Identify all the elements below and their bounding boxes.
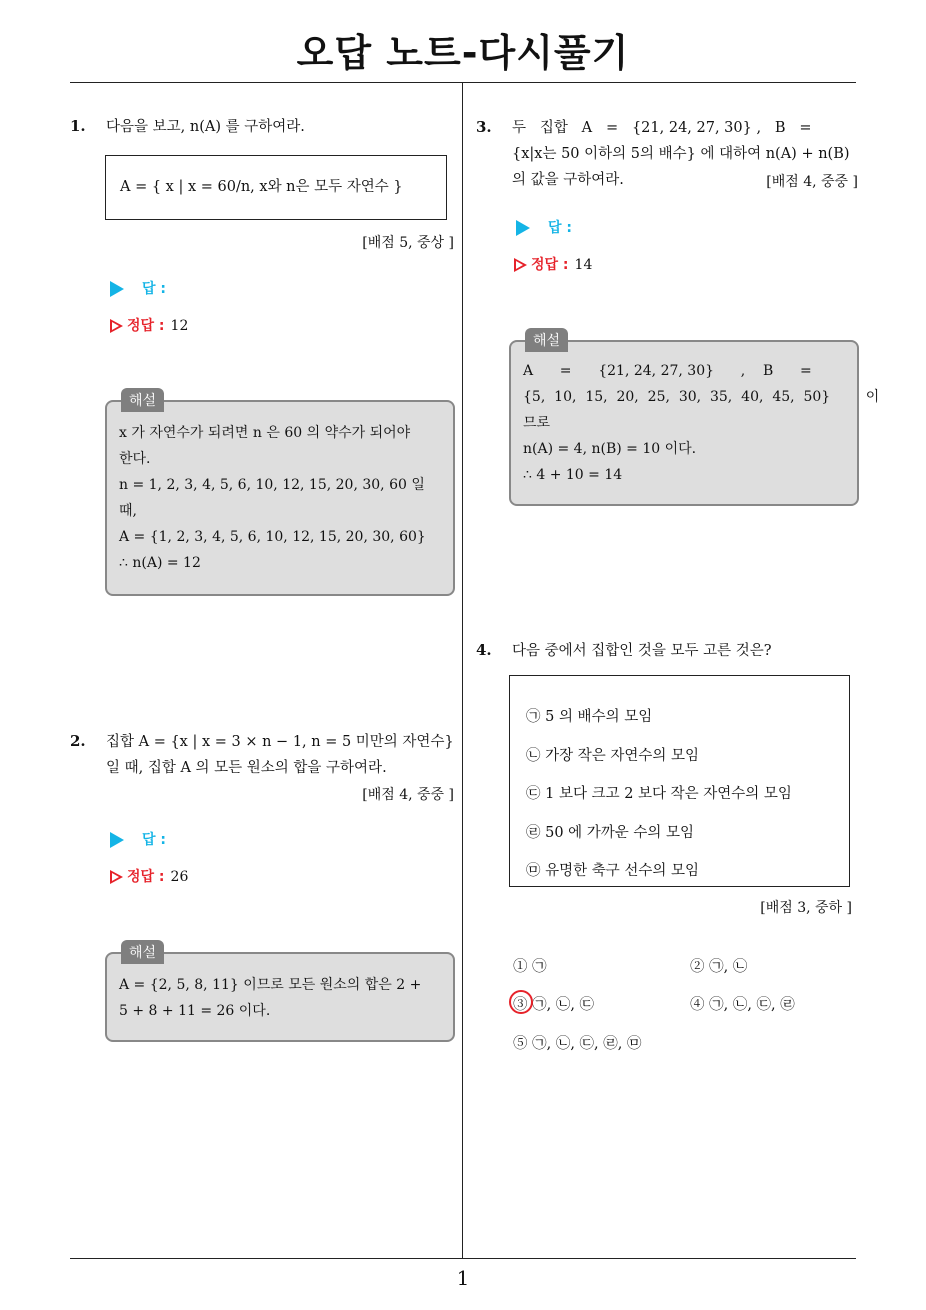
q2-sol-line: A = {2, 5, 8, 11} 이므로 모든 원소의 합은 2 + <box>119 977 422 993</box>
q1-correct-label: 정답 : <box>127 318 165 334</box>
q1-sol-line: 때, <box>119 503 137 519</box>
q1-set-definition: A = { x | x = 60/n, x와 n은 모두 자연수 } <box>120 179 403 195</box>
q1-score: [배점 5, 중상 ] <box>362 235 454 251</box>
q2-text <box>106 729 454 781</box>
q4-items-box <box>509 675 850 887</box>
play-triangle-icon <box>110 832 124 848</box>
q1-solution-tag: 해설 <box>121 388 164 412</box>
outline-triangle-icon <box>110 319 123 333</box>
choice-2[interactable]: ② ㉠, ㉡ <box>690 959 748 975</box>
choice-5[interactable]: ⑤ ㉠, ㉡, ㉢, ㉣, ㉤ <box>513 1036 642 1052</box>
q1-set-box <box>105 155 447 220</box>
q3-sol-line: n(A) = 4, n(B) = 10 이다. <box>523 441 697 457</box>
choice-3[interactable]: ③ ㉠, ㉡, ㉢ <box>513 997 595 1013</box>
q2-correct-label: 정답 : <box>127 869 165 885</box>
q2-score: [배점 4, 중중 ] <box>362 787 454 803</box>
q4-item: ㉣ 50 에 가까운 수의 모임 <box>526 824 695 841</box>
q1-correct-row <box>110 315 188 335</box>
q4-item: ㉢ 1 보다 크고 2 보다 작은 자연수의 모임 <box>526 786 792 803</box>
q1-text: 다음을 보고, n(A) 를 구하여라. <box>106 119 305 135</box>
q3-text-line: 의 값을 구하여라. <box>512 172 624 188</box>
q3-correct-row <box>514 254 592 274</box>
q3-correct-label: 정답 : <box>531 257 569 273</box>
q3-text-line: {x|x는 50 이하의 5의 배수} 에 대하여 n(A) + n(B) <box>512 146 850 162</box>
q4-number: 4. <box>476 641 492 659</box>
choice-1[interactable]: ① ㉠ <box>513 959 547 975</box>
q2-number: 2. <box>70 732 86 750</box>
q2-text-line: 일 때, 집합 A 의 모든 원소의 합을 구하여라. <box>106 760 387 776</box>
q1-sol-line: n = 1, 2, 3, 4, 5, 6, 10, 12, 15, 20, 30, 60 일 <box>119 477 425 493</box>
q1-number: 1. <box>70 117 86 135</box>
q4-item: ㉠ 5 의 배수의 모임 <box>526 709 653 725</box>
choice-4[interactable]: ④ ㉠, ㉡, ㉢, ㉣ <box>690 997 795 1013</box>
q2-solution-text <box>119 972 443 1024</box>
q4-score: [배점 3, 중하 ] <box>760 900 852 916</box>
q1-correct-value: 12 <box>170 318 189 334</box>
q3-sol-line: 므로 <box>523 415 551 431</box>
q1-sol-line: x 가 자연수가 되려면 n 은 60 의 약수가 되어야 <box>119 425 411 441</box>
q3-answer-row <box>516 217 572 237</box>
q2-correct-value: 26 <box>170 869 189 885</box>
q1-answer-row <box>110 278 166 298</box>
q4-text: 다음 중에서 집합인 것을 모두 고른 것은? <box>512 643 772 659</box>
q3-solution-tag: 해설 <box>525 328 568 352</box>
q2-solution-box <box>105 945 455 1042</box>
q1-solution-text <box>119 420 443 576</box>
q2-correct-row <box>110 866 188 886</box>
q2-answer-label: 답 : <box>142 832 166 848</box>
q2-sol-line: 5 + 8 + 11 = 26 이다. <box>119 1003 271 1019</box>
q4-item: ㉡ 가장 작은 자연수의 모임 <box>526 747 700 764</box>
top-rule <box>70 82 856 83</box>
q2-solution-tag: 해설 <box>121 940 164 964</box>
q4-items <box>526 698 792 891</box>
column-divider <box>462 83 463 1258</box>
q3-sol-line: ∴ 4 + 10 = 14 <box>523 467 623 483</box>
q4-item: ㉤ 유명한 축구 선수의 모임 <box>526 863 700 880</box>
q1-solution-box <box>105 393 455 596</box>
q3-number: 3. <box>476 118 492 136</box>
page-title: 오답 노트-다시풀기 <box>296 31 630 75</box>
q1-sol-line: 한다. <box>119 451 151 467</box>
q3-text-line: 두 집합 A = {21, 24, 27, 30} , B = <box>512 120 812 136</box>
page-number: 1 <box>456 1266 470 1290</box>
play-triangle-icon <box>110 281 124 297</box>
q2-answer-row <box>110 829 166 849</box>
outline-triangle-icon <box>110 870 123 884</box>
play-triangle-icon <box>516 220 530 236</box>
q1-answer-label: 답 : <box>142 281 166 297</box>
q3-sol-line: A = {21, 24, 27, 30} , B = <box>523 363 812 379</box>
q1-sol-line: A = {1, 2, 3, 4, 5, 6, 10, 12, 15, 20, 30, 60} <box>119 529 426 545</box>
q1-sol-line: ∴ n(A) = 12 <box>119 555 201 571</box>
q2-text-line: 집합 A = {x | x = 3 × n − 1, n = 5 미만의 자연수} <box>106 734 454 750</box>
q3-sol-line: {5, 10, 15, 20, 25, 30, 35, 40, 45, 50} 이 <box>523 389 880 405</box>
q3-score: [배점 4, 중중 ] <box>766 174 858 190</box>
q3-solution-box <box>509 333 880 506</box>
q3-correct-value: 14 <box>574 257 593 273</box>
q3-answer-label: 답 : <box>548 220 572 236</box>
q3-solution-text <box>523 358 880 488</box>
outline-triangle-icon <box>514 258 527 272</box>
bottom-rule <box>70 1258 856 1259</box>
marked-choice-circle <box>509 990 533 1014</box>
